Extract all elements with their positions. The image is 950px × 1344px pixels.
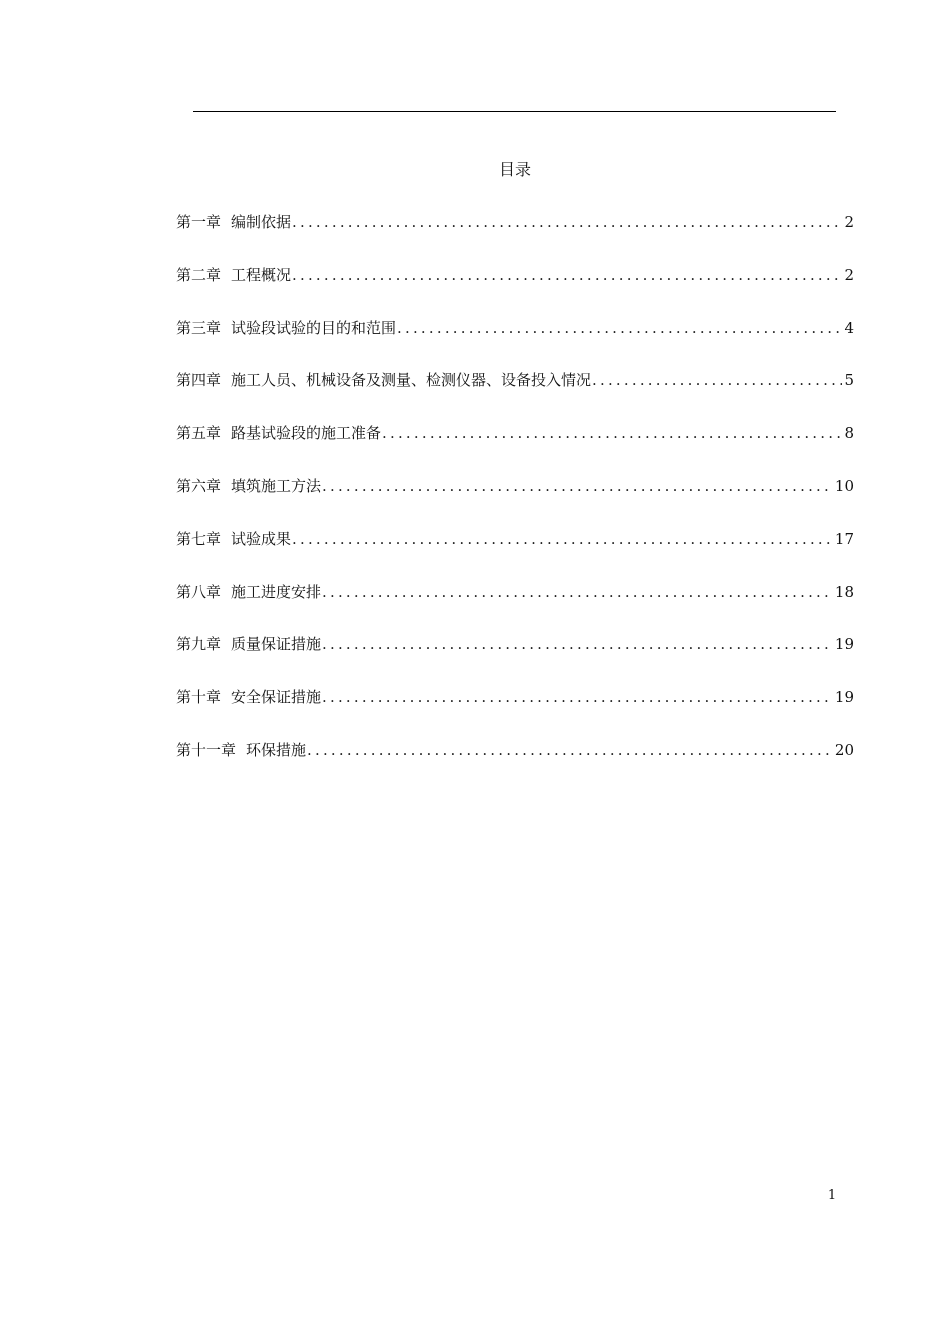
- toc-page-number: 19: [834, 635, 854, 654]
- toc-chapter-label: 第一章: [176, 213, 222, 231]
- toc-entry-1[interactable]: [176, 210, 854, 263]
- toc-entry-6[interactable]: [176, 474, 854, 527]
- toc-dot-leader: [322, 632, 833, 656]
- toc-chapter-label: 第十一章: [176, 740, 237, 759]
- toc-entry-text: 施工进度安排: [231, 582, 322, 601]
- toc-chapter-label: 第二章: [176, 265, 222, 284]
- toc-page-number: 19: [834, 688, 854, 707]
- toc-title: 目录: [498, 160, 531, 179]
- toc-page-number: 10: [834, 476, 854, 495]
- toc-entry-text: 填筑施工方法: [231, 476, 322, 495]
- toc-dot-leader: [322, 685, 833, 709]
- toc-page-number: 8: [844, 424, 854, 443]
- toc-chapter-label: 第十章: [176, 688, 222, 707]
- toc-entry-text: 质量保证措施: [231, 635, 322, 654]
- toc-dot-leader: [307, 738, 833, 762]
- toc-page-number: 20: [834, 740, 854, 759]
- toc-dot-leader: [322, 580, 833, 604]
- toc-chapter-label: 第四章: [176, 371, 222, 390]
- toc-entry-9[interactable]: [176, 632, 854, 685]
- toc-entry-10[interactable]: [176, 685, 854, 738]
- toc-entry-text: 工程概况: [231, 265, 292, 284]
- toc-page-number: 18: [834, 582, 854, 601]
- toc-dot-leader: [322, 474, 833, 498]
- toc-chapter-label: 第八章: [176, 582, 222, 601]
- toc-dot-leader: [292, 210, 842, 234]
- toc-dot-leader: [292, 527, 833, 551]
- toc-dot-leader: [382, 421, 842, 445]
- toc-dot-leader: [592, 368, 842, 392]
- toc-entry-text: 试验段试验的目的和范围: [231, 318, 397, 337]
- toc-chapter-label: 第五章: [176, 424, 222, 443]
- toc-page-number: 2: [844, 265, 854, 284]
- toc-entry-text: 环保措施: [246, 740, 307, 759]
- toc-entry-text: 路基试验段的施工准备: [231, 424, 382, 443]
- toc-entry-8[interactable]: [176, 580, 854, 633]
- toc-page-number: 4: [844, 318, 854, 337]
- toc-entry-3[interactable]: [176, 316, 854, 369]
- header-rule: [193, 111, 836, 112]
- toc-page-number: 17: [834, 529, 854, 548]
- toc-entry-text: 编制依据: [231, 213, 292, 231]
- footer-page-number: 1: [827, 1188, 837, 1203]
- toc-list: [176, 210, 854, 791]
- toc-chapter-label: 第九章: [176, 635, 222, 654]
- toc-entry-7[interactable]: [176, 527, 854, 580]
- toc-dot-leader: [292, 263, 842, 287]
- toc-chapter-label: 第三章: [176, 318, 222, 337]
- toc-page-number: 2: [844, 213, 854, 231]
- toc-chapter-label: 第六章: [176, 476, 222, 495]
- toc-entry-text: 安全保证措施: [231, 688, 322, 707]
- toc-page-number: 5: [844, 371, 854, 390]
- toc-entry-text: 试验成果: [231, 529, 292, 548]
- toc-entry-4[interactable]: [176, 368, 854, 421]
- toc-entry-5[interactable]: [176, 421, 854, 474]
- toc-dot-leader: [397, 316, 842, 340]
- toc-entry-2[interactable]: [176, 263, 854, 316]
- toc-chapter-label: 第七章: [176, 529, 222, 548]
- toc-entry-text: 施工人员、机械设备及测量、检测仪器、设备投入情况: [231, 371, 592, 390]
- toc-entry-11[interactable]: [176, 738, 854, 791]
